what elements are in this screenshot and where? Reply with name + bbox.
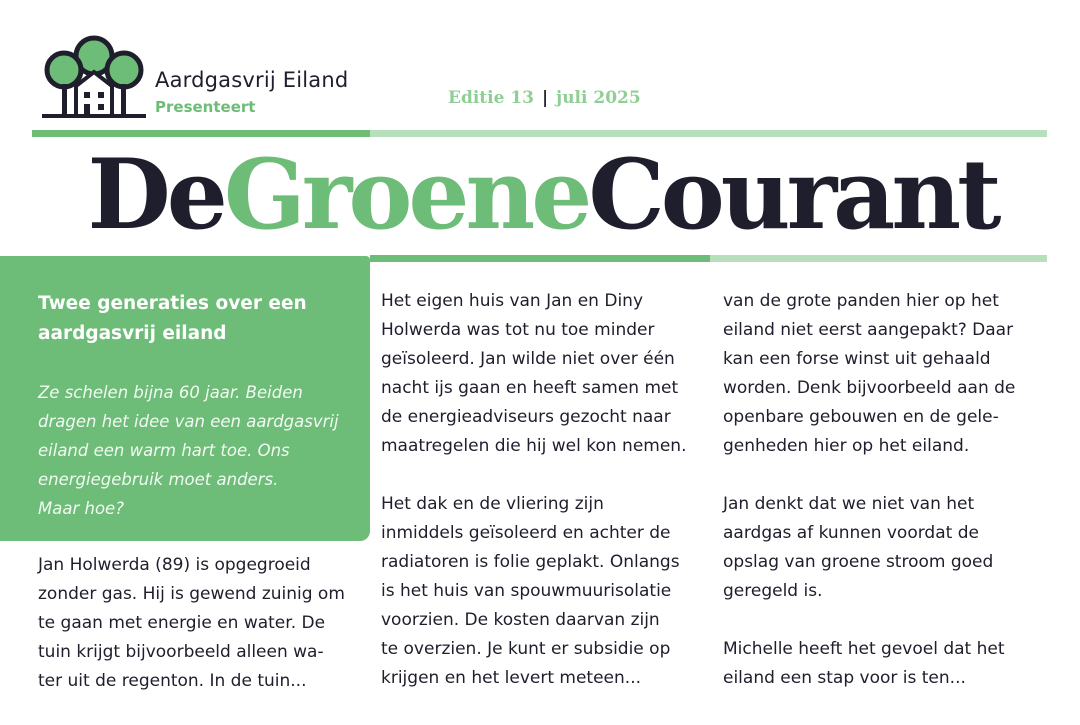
brand-name: Aardgasvrij Eiland bbox=[155, 68, 349, 92]
top-rule-dark bbox=[32, 130, 370, 137]
bottom-rule-light bbox=[710, 255, 1047, 262]
brand-tagline: Presenteert bbox=[155, 98, 256, 116]
text-line: Het eigen huis van Jan en Diny bbox=[381, 291, 644, 311]
lead-line: energiegebruik moet anders. bbox=[38, 470, 279, 489]
paragraph bbox=[723, 490, 1053, 606]
headline-line: aardgasvrij eiland bbox=[38, 323, 227, 344]
text-line: geïsoleerd. Jan wilde niet over één bbox=[381, 349, 675, 369]
text-line: Jan Holwerda (89) is opgegroeid bbox=[38, 555, 311, 575]
bottom-rule-dark bbox=[370, 255, 710, 262]
text-line: opslag van groene stroom goed bbox=[723, 552, 994, 572]
edition-date: juli 2025 bbox=[556, 88, 641, 108]
text-line: openbare gebouwen en de gele- bbox=[723, 407, 999, 427]
text-line: krijgen en het levert meteen... bbox=[381, 668, 641, 688]
edition-info bbox=[448, 88, 641, 108]
masthead-courant: Courant bbox=[588, 137, 998, 251]
text-line: nacht ijs gaan en heeft samen met bbox=[381, 378, 679, 398]
text-line: Holwerda was tot nu toe minder bbox=[381, 320, 655, 340]
paragraph bbox=[723, 635, 1053, 693]
text-line: geregeld is. bbox=[723, 581, 823, 601]
lead-line: dragen het idee van een aardgasvrij bbox=[38, 412, 339, 431]
text-line: genheden hier op het eiland. bbox=[723, 436, 970, 456]
article-headline bbox=[38, 289, 348, 349]
text-line: tuin krijgt bijvoorbeeld alleen wa- bbox=[38, 642, 324, 662]
text-line: aardgas af kunnen voordat de bbox=[723, 523, 979, 543]
text-line: inmiddels geïsoleerd en achter de bbox=[381, 523, 671, 543]
masthead-de: De bbox=[87, 137, 224, 251]
masthead-title bbox=[70, 138, 1015, 250]
headline-line: Twee generaties over een bbox=[38, 293, 307, 314]
text-line: de energieadviseurs gezocht naar bbox=[381, 407, 671, 427]
trees-house-logo-icon bbox=[42, 32, 146, 118]
top-rule-light bbox=[370, 130, 1047, 137]
lead-line: Ze schelen bijna 60 jaar. Beiden bbox=[38, 383, 303, 402]
text-line: Het dak en de vliering zijn bbox=[381, 494, 604, 514]
masthead-groene: Groene bbox=[223, 137, 589, 251]
text-line: worden. Denk bijvoorbeeld aan de bbox=[723, 378, 1016, 398]
article-column-1 bbox=[38, 551, 363, 725]
lead-line: Maar hoe? bbox=[38, 499, 124, 518]
paragraph bbox=[723, 287, 1053, 461]
text-line: Michelle heeft het gevoel dat het bbox=[723, 639, 1005, 659]
edition-number: Editie 13 bbox=[448, 88, 535, 108]
text-line: te gaan met energie en water. De bbox=[38, 613, 326, 633]
text-line: ter uit de regenton. In de tuin... bbox=[38, 671, 307, 691]
paragraph bbox=[381, 490, 706, 693]
edition-separator: | bbox=[541, 88, 549, 108]
article-column-3 bbox=[723, 287, 1053, 722]
text-line: van de grote panden hier op het bbox=[723, 291, 999, 311]
paragraph bbox=[381, 287, 706, 461]
text-line: radiatoren is folie geplakt. Onlangs bbox=[381, 552, 680, 572]
text-line: eiland niet eerst aangepakt? Daar bbox=[723, 320, 1014, 340]
text-line: te overzien. Je kunt er subsidie op bbox=[381, 639, 671, 659]
text-line: Jan denkt dat we niet van het bbox=[723, 494, 975, 514]
text-line: kan een forse winst uit gehaald bbox=[723, 349, 991, 369]
article-column-2 bbox=[381, 287, 706, 722]
text-line: voorzien. De kosten daarvan zijn bbox=[381, 610, 660, 630]
lead-line: eiland een warm hart toe. Ons bbox=[38, 441, 290, 460]
paragraph bbox=[38, 551, 363, 696]
text-line: eiland een stap voor is ten... bbox=[723, 668, 966, 688]
text-line: zonder gas. Hij is gewend zuinig om bbox=[38, 584, 345, 604]
text-line: maatregelen die hij wel kon nemen. bbox=[381, 436, 687, 456]
article-lead bbox=[38, 378, 358, 523]
text-line: is het huis van spouwmuurisolatie bbox=[381, 581, 672, 601]
